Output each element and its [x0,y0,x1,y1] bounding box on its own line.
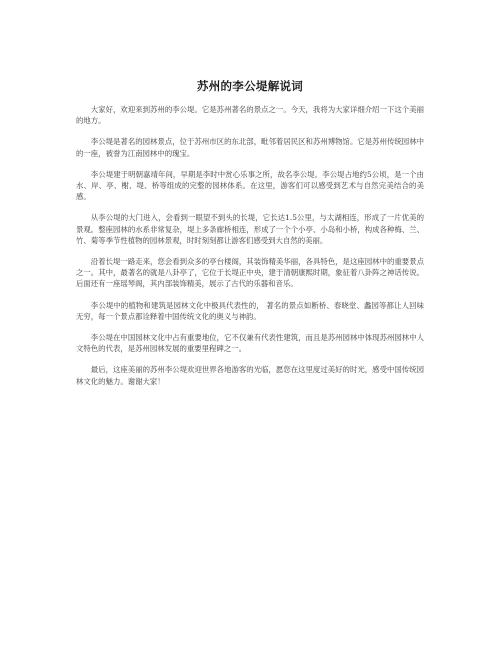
document-title: 苏州的李公堤解说词 [196,79,304,93]
paragraph-pavilions: 沿着长堤一路走来，您会看到众多的亭台楼阁，其装饰精美华丽，各具特色，是这座园林中的重要景点之一。其中，最著名的就是八卦亭了，它位于长堤正中央，建于清朝康熙时期，象征着八卦阵之神话传说。后面还有一座瑶琴阁，其内部装饰精美，展示了古代的乐器和音乐。 [76,257,424,289]
paragraph-plants-architecture: 李公堤中的植物和建筑是园林文化中极具代表性的， 著名的景点如断桥、春晓堂、蠡园等都让人回味无穷，每一个景点都诠释着中国传统文化的奥义与神韵。 [76,300,424,321]
paragraph-history: 李公堤建于明朝嘉靖年间，早期是李时中赏心乐事之所，故名李公堤。李公堤占地约5公顷，是一个由水、岸、亭、榭、堤、桥等组成的完整的园林体系。在这里，游客们可以感受到艺术与自然完美结合的美感。 [76,169,424,202]
paragraph-location: 李公堤是著名的园林景点，位于苏州市区的东北部，毗邻着居民区和苏州博物馆。它是苏州传统园林中的一座，被誉为江南园林中的瑰宝。 [76,137,424,158]
paragraph-intro: 大家好，欢迎来到苏州的李公堤。它是苏州著名的景点之一。今天，我将为大家详细介绍一下这个美丽的地方。 [76,105,424,126]
paragraph-closing: 最后，这座美丽的苏州李公堤欢迎世界各地游客的光临，愿您在这里度过美好的时光，感受中国传统园林文化的魅力。谢谢大家！ [76,365,424,386]
paragraph-significance: 李公堤在中国园林文化中占有重要地位，它不仅兼有代表性建筑，而且是苏州园林中体现苏州园林中人文特色的代表，是苏州园林发展的重要里程碑之一。 [76,333,424,354]
paragraph-long-causeway: 从李公堤的大门进入，会看到一眼望不到头的长堤，它长达1.5公里，与太湖相连，形成了一片优美的景观。整座园林的水系非常复杂，堤上多条廊桥相连，形成了一个个小亭、小岛和小桥，构成各种梅、兰、竹、菊等季节性植物的园林景观，时时刻刻都让游客们感受到大自然的美丽。 [76,213,424,245]
